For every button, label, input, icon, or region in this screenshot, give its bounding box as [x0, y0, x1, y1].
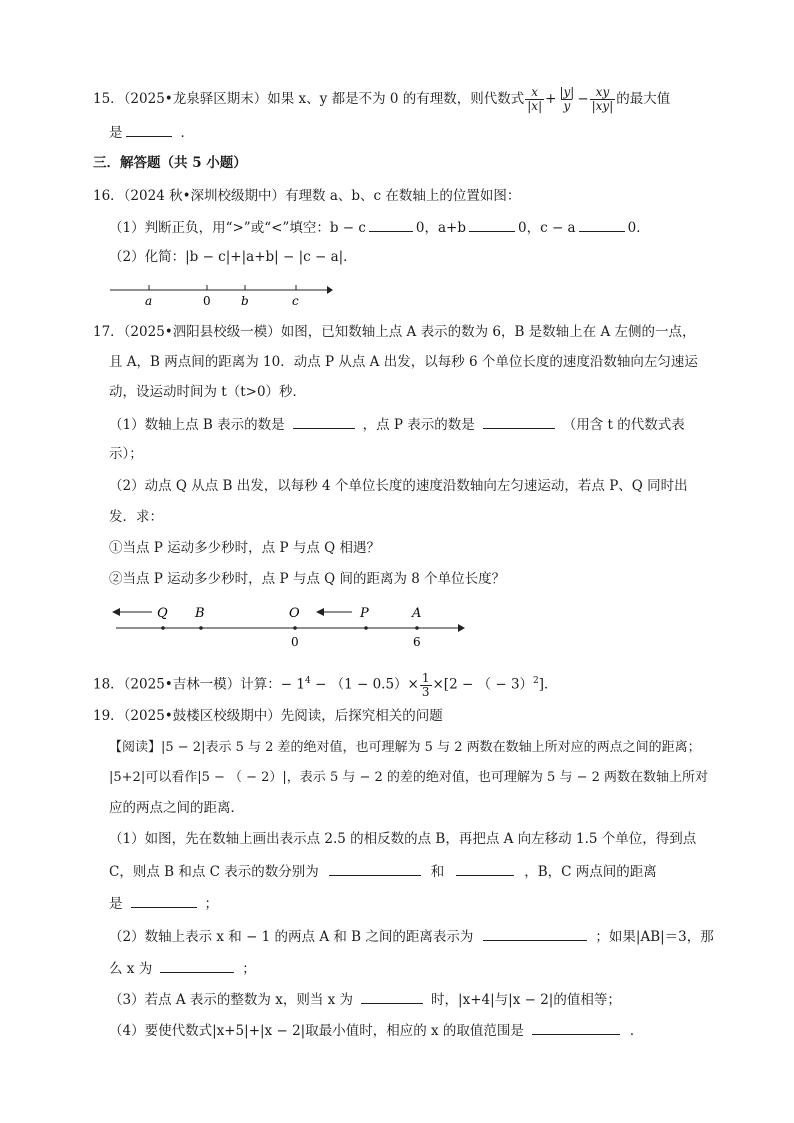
question-17-line3: 动，设运动时间为 t（t>0）秒．: [109, 384, 307, 400]
question-15-line1: 15．（2025•龙泉驿区期末）如果 x、y 都是不为 0 的有理数，则代数式 $\frac{x}{|x|}$ + $\frac{|y|}{y}$ − $\frac{xy}{|xy|}$ 的最大值: [93, 85, 671, 113]
answer-blank[interactable]: [361, 989, 423, 1004]
question-17-sub1: ①当点 P 运动多少秒时，点 P 与点 Q 相遇？: [109, 540, 380, 556]
question-16-part2: （2）化简：|b − c|+|a+b| − |c − a|．: [109, 249, 357, 265]
question-17-part1-end: 示）；: [109, 446, 143, 462]
answer-blank[interactable]: [456, 861, 514, 876]
point-O: [293, 626, 297, 630]
question-17-part2-end: 发．求：: [109, 509, 163, 525]
axis-arrow: [458, 624, 465, 632]
question-16-part1: （1）判断正负，用“>”或“<”填空：b − c 0，a+b 0，c − a 0．: [109, 217, 650, 238]
label-O: O: [289, 606, 300, 621]
label-Q: Q: [157, 606, 168, 621]
question-17-line2: 且 A，B 两点间的距离为 10．动点 P 从点 A 出发，以每秒 6 个单位长度的速度沿数轴向左匀速运: [109, 354, 698, 370]
question-17-part1: （1）数轴上点 B 表示的数是 ，点 P 表示的数是 （用含 t 的代数式表: [109, 414, 685, 435]
point-A: [415, 626, 419, 630]
question-16-head: 16．（2024 秋•深圳校级期中）有理数 a、b、c 在数轴上的位置如图：: [93, 188, 521, 204]
label-c: c: [292, 294, 299, 308]
answer-blank[interactable]: [483, 926, 587, 941]
question-19-read2: |5+2|可以看作|5 − （ − 2）|，表示 5 与 − 2 的差的绝对值，也可理解为 5 与 − 2 两数在数轴上所对: [109, 770, 709, 785]
question-19-read1: 【阅读】|5 − 2|表示 5 与 2 差的绝对值，也可理解为 5 与 2 两数在数轴上所对应的两点之间的距离；: [109, 740, 701, 755]
question-17-part2: （2）动点 Q 从点 B 出发，以每秒 4 个单位长度的速度沿数轴向左匀速运动，若点 P、Q 同时出: [109, 478, 688, 494]
tick-label-0: 0: [291, 635, 299, 649]
question-19-part2: （2）数轴上表示 x 和 − 1 的两点 A 和 B 之间的距离表示为 ；如果|AB|＝3，那: [109, 926, 714, 947]
answer-blank[interactable]: [329, 861, 421, 876]
q-arrow-head: [112, 608, 120, 616]
question-17-sub2: ②当点 P 运动多少秒时，点 P 与点 Q 间的距离为 8 个单位长度？: [109, 571, 506, 587]
label-0: 0: [203, 294, 211, 308]
point-P: [364, 626, 368, 630]
label-B: B: [195, 606, 205, 621]
fraction-abs-y-over-y: $\frac{|y|}{y}$: [559, 85, 575, 113]
point-B: [199, 626, 203, 630]
answer-blank[interactable]: [483, 414, 555, 429]
label-b: b: [241, 294, 249, 308]
fraction-xy-over-abs-xy: $\frac{xy}{|xy|}$: [591, 85, 614, 113]
answer-blank[interactable]: [532, 1020, 620, 1035]
question-19-part1-line2: C，则点 B 和点 C 表示的数分别为 和 ，B，C 两点间的距离: [109, 861, 657, 882]
number-line-16: [105, 280, 335, 310]
label-a: a: [145, 294, 153, 308]
answer-blank[interactable]: [369, 217, 413, 232]
question-18: 18．（2025•吉林一模）计算：− $1^4 - (1 - 0.5)\times$ $\frac{1}{3}$ ×[2 − （ − 3）$^2$]．: [93, 670, 558, 699]
question-17-line1: 17．（2025•泗阳县校级一模）如图，已知数轴上点 A 表示的数为 6，B 是数轴上在 A 左侧的一点，: [93, 324, 696, 340]
question-15-line2: 是 ．: [109, 122, 194, 143]
fraction-x-over-abs-x: $\frac{x}{|x|}$: [527, 85, 543, 113]
p-arrow-head: [316, 608, 324, 616]
question-19-part1: （1）如图，先在数轴上画出表示点 2.5 的相反数的点 B，再把点 A 向左移动 1.5 个单位，得到点: [109, 831, 697, 847]
question-19-read3: 应的两点之间的距离．: [109, 800, 244, 816]
question-19-part3: （3）若点 A 表示的整数为 x，则当 x 为 时，|x+4|与|x − 2|的值相等；: [109, 989, 621, 1010]
tick-label-6: 6: [413, 635, 421, 649]
answer-blank[interactable]: [469, 217, 515, 232]
point-Q: [161, 626, 165, 630]
answer-blank[interactable]: [131, 893, 197, 908]
axis-arrow: [327, 286, 333, 294]
answer-blank[interactable]: [126, 122, 172, 137]
answer-blank[interactable]: [293, 414, 355, 429]
question-19-part1-line3: 是 ；: [109, 893, 218, 914]
answer-blank[interactable]: [579, 217, 625, 232]
answer-blank[interactable]: [160, 958, 234, 973]
label-P: P: [360, 606, 369, 621]
label-A: A: [412, 606, 422, 621]
question-19-part4: （4）要使代数式|x+5|+|x − 2|取最小值时，相应的 x 的取值范围是 ．: [109, 1020, 643, 1041]
question-19-part2-line2: 么 x 为 ；: [109, 958, 256, 979]
number-line-17: [110, 602, 470, 652]
section-heading: 三．解答题（共 5 小题）: [93, 155, 247, 171]
question-19-head: 19．（2025•鼓楼区校级期中）先阅读，后探究相关的问题: [93, 708, 443, 724]
fraction-one-third: $\frac{1}{3}$: [421, 670, 430, 699]
